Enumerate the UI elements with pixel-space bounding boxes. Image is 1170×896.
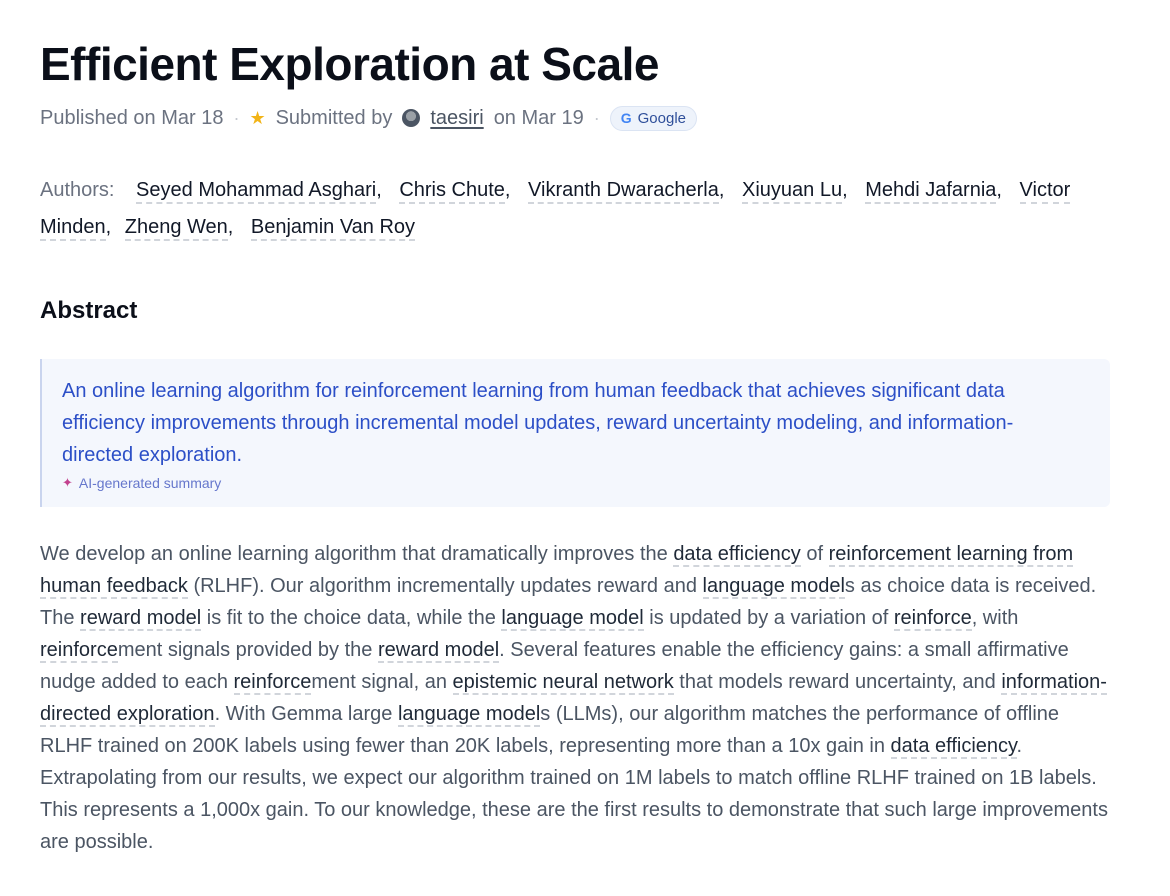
abstract-text: . Several features enable the efficiency gains: a small affirmative nudge added to each: [40, 639, 1069, 693]
glossary-term-link[interactable]: epistemic neural network: [452, 671, 674, 693]
submitted-date: on Mar 19: [493, 106, 584, 129]
paper-meta: [40, 102, 697, 134]
org-name: Google: [637, 109, 687, 127]
author-link[interactable]: Benjamin Van Roy: [251, 216, 415, 241]
ai-summary-text: An online learning algorithm for reinforcement learning from human feedback that achieves significant data efficiency improvements through incremental model updates, reward uncertainty modeling, and information-directed exploration.: [62, 380, 1014, 466]
separator: ·: [593, 107, 600, 128]
submitter-link[interactable]: taesiri: [430, 106, 484, 129]
google-g-icon: G: [620, 110, 632, 126]
glossary-term-link[interactable]: reward model: [377, 639, 500, 661]
sparkle-icon: ✦: [62, 475, 73, 490]
author-link[interactable]: Xiuyuan Lu: [742, 179, 842, 204]
ai-summary-label: AI-generated summary: [78, 475, 222, 491]
abstract-text: is updated by a variation of: [643, 607, 894, 629]
ai-summary-tag: [62, 475, 1090, 491]
abstract-text: of: [800, 543, 829, 565]
glossary-term-link[interactable]: information-directed exploration: [40, 671, 1107, 725]
author-link[interactable]: Chris Chute: [399, 179, 505, 204]
org-badge[interactable]: [610, 106, 697, 131]
abstract-text: is fit to the choice data, while the: [201, 607, 502, 629]
author-link[interactable]: Vikranth Dwaracherla: [528, 179, 719, 204]
glossary-term-link[interactable]: language model: [702, 575, 845, 597]
glossary-term-link[interactable]: reinforce: [893, 607, 972, 629]
glossary-term-link[interactable]: language model: [501, 607, 644, 629]
glossary-term-link[interactable]: data efficiency: [673, 543, 801, 565]
glossary-term-link[interactable]: reinforce: [40, 639, 118, 661]
glossary-term-link[interactable]: data efficiency: [890, 735, 1017, 757]
authors-list: Authors: Seyed Mohammad Asghari, Chris Chute, Vikranth Dwaracherla, Xiuyuan Lu, Mehdi Jafarnia, Victor Minden, Zheng Wen, Benjamin Van Roy: [40, 172, 1120, 246]
abstract-text: s as choice data is received. The: [40, 575, 1097, 629]
ai-summary-box: [40, 359, 1110, 507]
abstract-text: (RLHF). Our algorithm incrementally updates reward and: [187, 575, 703, 597]
abstract-text: s (LLMs), our algorithm matches the performance of offline RLHF trained on 200K labels using fewer than 20K labels, representing more than a 10x gain in: [40, 703, 1060, 757]
star-icon: ★: [249, 107, 266, 128]
glossary-term-link[interactable]: reinforce: [233, 671, 312, 693]
glossary-term-link[interactable]: language model: [397, 703, 541, 725]
glossary-term-link[interactable]: reinforcement learning from human feedback: [40, 543, 1074, 597]
page-title: Efficient Exploration at Scale: [40, 38, 659, 90]
abstract-text: We develop an online learning algorithm that dramatically improves the: [40, 543, 674, 565]
avatar[interactable]: [402, 109, 420, 127]
author-link[interactable]: Zheng Wen: [125, 216, 228, 241]
abstract-text: . With Gemma large: [214, 703, 398, 725]
authors-label: Authors:: [40, 179, 115, 201]
author-link[interactable]: Seyed Mohammad Asghari: [136, 179, 376, 204]
abstract-heading: Abstract: [40, 297, 138, 324]
abstract-text: ment signal, an: [311, 671, 453, 693]
abstract-text: ment signals provided by the: [117, 639, 378, 661]
abstract-text: . Extrapolating from our results, we expect our algorithm trained on 1M labels to match offline RLHF trained on 1B labels. This represents a 1,000x gain. To our knowledge, these are the first results to demonstrate that such large improvements are possible.: [40, 735, 1108, 853]
author-link[interactable]: Mehdi Jafarnia: [865, 179, 996, 204]
abstract-body: [40, 538, 1115, 858]
abstract-text: that models reward uncertainty, and: [673, 671, 1002, 693]
separator: ·: [233, 107, 240, 128]
submitted-by-label: Submitted by: [275, 106, 393, 129]
published-date: Published on Mar 18: [40, 106, 224, 129]
author-link[interactable]: Victor Minden: [40, 179, 1070, 241]
glossary-term-link[interactable]: reward model: [80, 607, 202, 629]
abstract-text: , with: [971, 607, 1019, 629]
